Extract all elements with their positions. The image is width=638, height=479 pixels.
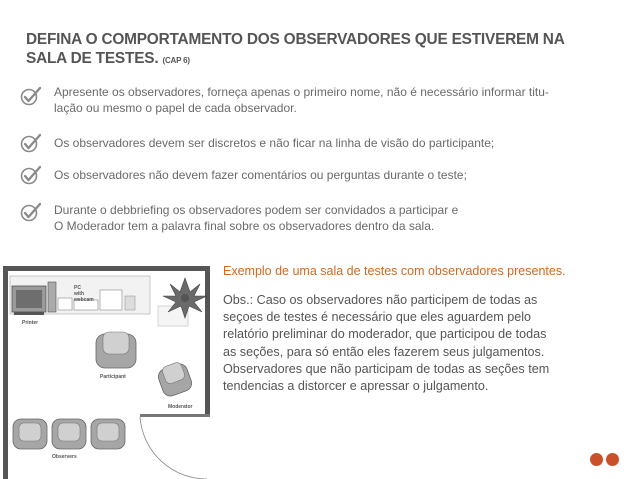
logo-dot	[606, 453, 619, 466]
printer-label: Printer	[22, 320, 39, 326]
logo-dot	[590, 453, 603, 466]
pc-label-3: webcam	[74, 297, 94, 303]
checkmark-circle-icon	[20, 86, 42, 106]
checkmark-circle-icon	[20, 165, 42, 185]
printer-icon	[12, 286, 46, 315]
bullet-line: Os observadores não devem fazer comentários ou perguntas durante o teste;	[54, 168, 467, 182]
pc-label-1: PC	[74, 285, 81, 291]
bullet-line: Os observadores devem ser discretos e não ficar na linha de visão do participante;	[54, 136, 495, 150]
note-line: relatório preliminar do moderador, que participou de todas	[223, 327, 547, 342]
bullet-line: O Moderador tem a palavra final sobre os observadores dentro da sala.	[54, 219, 435, 233]
pc-label-2: with	[74, 291, 84, 297]
bullet-text	[54, 135, 494, 151]
note-line: tendencias a distorcer e apressar o julgamento.	[223, 379, 489, 394]
title-line-1: DEFINA O COMPORTAMENTO DOS OBSERVADORES QUE ESTIVEREM NA	[26, 31, 565, 48]
observer-chair-icon	[52, 419, 86, 449]
checkmark-circle-icon	[20, 202, 42, 222]
note-line: Obs.: Caso os observadores não participem de todas as	[223, 293, 538, 307]
test-room-diagram	[0, 262, 215, 479]
observers-label: Observers	[52, 454, 77, 460]
bullet-line: lação ou mesmo o papel de cada observador.	[54, 101, 297, 115]
title-line-2: SALA DE TESTES.	[26, 50, 159, 67]
note-line: Observadores que não participam de todas as seções tem	[223, 361, 550, 376]
note-line: seçoes de testes é necessário que eles aguardem pelo	[223, 310, 532, 325]
observer-chair-icon	[13, 419, 47, 449]
wall-left	[3, 266, 8, 479]
wall-top	[3, 266, 210, 271]
bullet-line: Apresente os observadores, forneça apenas o primeiro nome, não é necessário informar titu-	[54, 85, 549, 99]
bullet-line: Durante o debbriefing os observadores podem ser convidados a participar e	[54, 203, 459, 217]
observer-chair-icon	[91, 419, 125, 449]
participant-label: Participant	[100, 374, 126, 380]
bullet-text	[54, 167, 467, 183]
bullet-text	[54, 202, 458, 234]
bullet-text	[54, 84, 549, 116]
brand-logo	[590, 453, 622, 467]
wall-right	[205, 266, 210, 416]
observation-note	[223, 292, 603, 395]
checkmark-circle-icon	[20, 133, 42, 153]
note-line: as seções, para só então eles fazerem seus julgamentos.	[223, 344, 545, 359]
chapter-reference: (CAP 6)	[162, 56, 190, 65]
moderator-label: Moderator	[168, 404, 193, 410]
door-panel	[140, 414, 210, 417]
page-title	[26, 30, 586, 70]
diagram-caption: Exemplo de uma sala de testes com observadores presentes.	[223, 264, 566, 278]
participant-chair-icon	[96, 332, 136, 368]
